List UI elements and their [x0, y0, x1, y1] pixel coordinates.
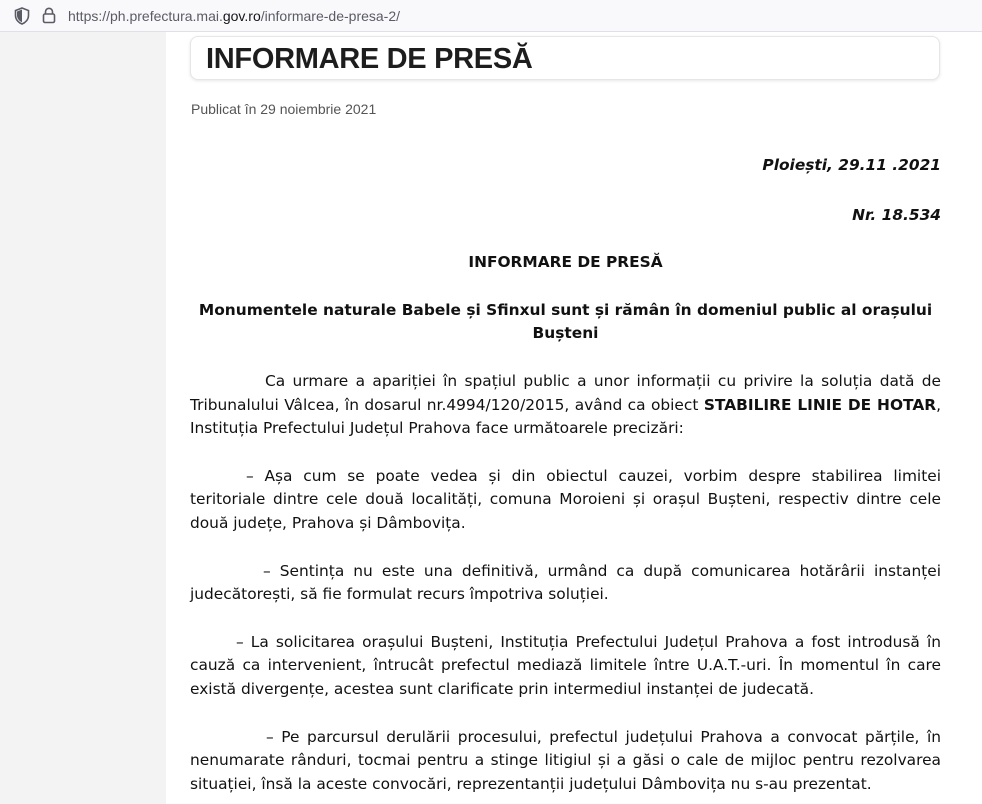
tracking-protection-shield-icon[interactable]	[14, 7, 30, 25]
page-title-box	[190, 36, 940, 80]
publish-date: Publicat în 29 noiembrie 2021	[191, 101, 377, 117]
paragraph-1-text: Ca urmare a apariției în spațiul public a unor informații cu privire la soluția dată de Tribunalului Vâlcea, în dosarul nr.4994/120/2015, având ca obiect	[190, 371, 941, 414]
paragraph-5: – Pe parcursul derulării procesului, prefectul județului Prahova a convocat părțile, în nenumarate rânduri, tocmai pentru a stinge litigiul și a găsi o cale de mijloc pentru rezolvarea situației, însă la aceste convocări, reprezentanții județului Dâmbovița nu s-au prezentat.	[190, 727, 941, 793]
paragraph-1	[190, 370, 941, 441]
url-text[interactable]	[68, 7, 400, 25]
article-subheading: Monumentele naturale Babele și Sfinxul sunt și rămân în domeniul public al orașului Bușteni	[198, 300, 933, 343]
url-domain: gov.ro	[222, 8, 261, 24]
url-path: /informare-de-presa-2/	[260, 8, 401, 24]
paragraph-1-bold: STABILIRE LINIE DE HOTAR	[703, 395, 937, 414]
paragraph-1-end: , Instituția Prefectului Județul Prahova face următoarele precizări:	[190, 395, 941, 438]
place-date: Ploiești, 29.11 .2021	[762, 156, 941, 174]
paragraph-4: – La solicitarea orașului Bușteni, Instituția Prefectului Județul Prahova a fost introdusă în cauză ca intervenient, întrucât prefectul mediază limitele între U.A.T.-uri. În momentul în care există divergențe, acestea sunt clarificate prin intermediul instanței de judecată.	[190, 632, 941, 698]
article-heading: INFORMARE DE PRESĂ	[468, 253, 663, 272]
document-number: Nr. 18.534	[852, 205, 941, 224]
lock-icon[interactable]	[42, 7, 56, 24]
article-body	[190, 154, 941, 796]
url-prefix: https://ph.prefectura.mai.	[68, 8, 223, 24]
paragraph-3: – Sentința nu este una definitivă, urmând ca după comunicarea hotărârii instanței judecătorești, să fie formulat recurs împotriva soluției.	[190, 561, 941, 604]
left-sidebar	[0, 32, 166, 804]
page-title: INFORMARE DE PRESĂ	[206, 43, 533, 75]
address-bar[interactable]	[0, 0, 982, 32]
paragraph-2: – Așa cum se poate vedea și din obiectul cauzei, vorbim despre stabilirea limitei teritoriale dintre cele două localități, comuna Moroieni și orașul Bușteni, respectiv dintre cele două județe, Prahova și Dâmbovița.	[190, 466, 941, 532]
